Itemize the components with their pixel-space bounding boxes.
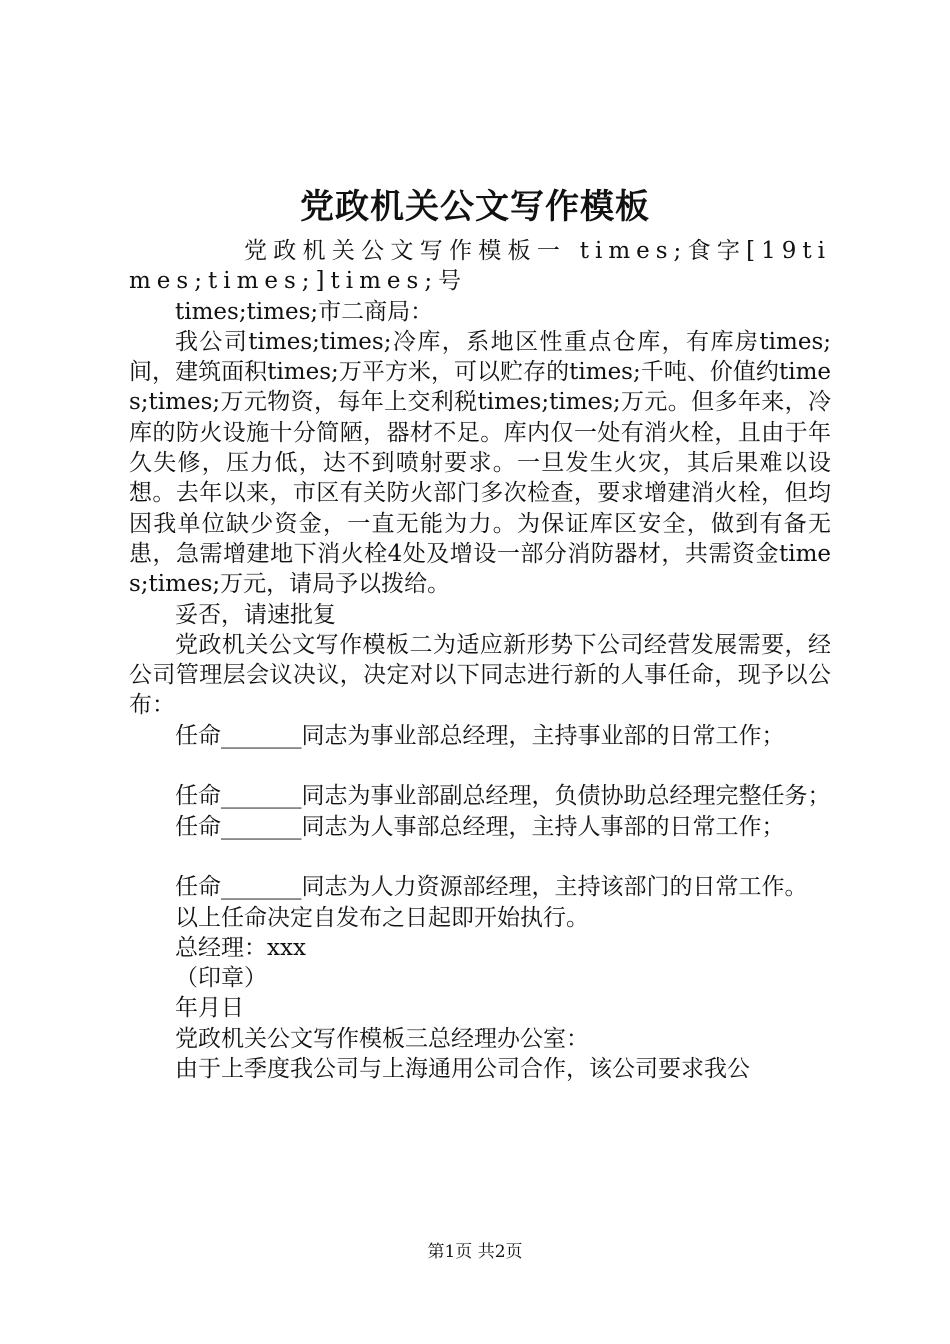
paragraph-signatory: 总经理：xxx xyxy=(175,934,306,961)
paragraph-appointment-4: 任命_______同志为人力资源部经理，主持该部门的日常工作。 xyxy=(175,874,808,901)
paragraph-template-three-body: 由于上季度我公司与上海通用公司合作，该公司要求我公 xyxy=(175,1056,750,1083)
blank-line xyxy=(129,751,831,781)
document-body xyxy=(129,236,831,1084)
paragraph-appointment-2: 任命_______同志为事业部副总经理，负债协助总经理完整任务； xyxy=(175,783,831,810)
paragraph-request-closing: 妥否，请速批复 xyxy=(175,601,336,628)
paragraph-request-body: 我公司times;times;冷库，系地区性重点仓库，有库房times;间，建筑面积times;万平方米，可以贮存的times;千吨、价值约times;times;万元物资，每年上交利税times;times;万元。但多年来，冷库的防火设施十分简陋，器材不足。库内仅一处有消火栓，且由于年久失修，压力低，达不到喷射要求。一旦发生火灾，其后果难以设想。去年以来，市区有关防火部门多次检查，要求增建消火栓，但均因我单位缺少资金，一直无能为力。为保证库区安全，做到有备无患，急需增建地下消火栓4处及增设一部分消防器材，共需资金times;times;万元，请局予以拨给。 xyxy=(129,328,831,598)
paragraph-appointment-1: 任命_______同志为事业部总经理，主持事业部的日常工作； xyxy=(175,722,785,749)
paragraph-template-two-intro: 党政机关公文写作模板二为适应新形势下公司经营发展需要，经公司管理层会议决议，决定对以下同志进行新的人事任命，现予以公布： xyxy=(129,631,831,719)
paragraph-date: 年月日 xyxy=(175,995,244,1022)
page-footer: 第1页 共2页 xyxy=(427,1242,523,1262)
paragraph-effective-statement: 以上任命决定自发布之日起即开始执行。 xyxy=(175,904,589,931)
document-title: 党政机关公文写作模板 xyxy=(300,187,650,227)
paragraph-appointment-3: 任命_______同志为人事部总经理，主持人事部的日常工作； xyxy=(175,813,785,840)
paragraph-heading-template-one: 党政机关公文写作模板一 times;食字[19times;times;]times;号 xyxy=(129,238,831,295)
paragraph-template-three-recipient: 党政机关公文写作模板三总经理办公室： xyxy=(175,1025,589,1052)
paragraph-recipient: times;times;市二商局： xyxy=(175,298,434,325)
blank-line xyxy=(129,842,831,872)
paragraph-seal: （印章） xyxy=(175,965,267,992)
